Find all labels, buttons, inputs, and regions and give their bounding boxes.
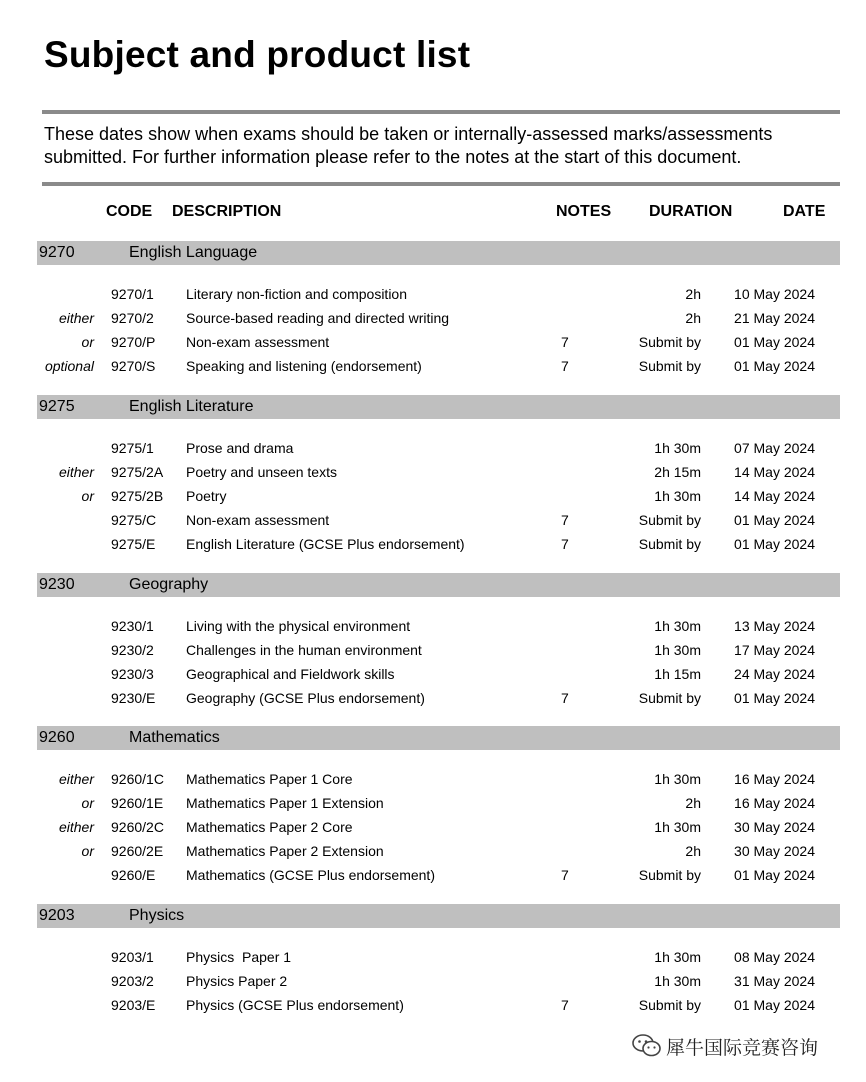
duration: 1h 30m xyxy=(654,488,701,504)
exam-date: 01 May 2024 xyxy=(734,867,815,883)
table-row xyxy=(0,664,866,684)
wechat-icon xyxy=(632,1033,662,1059)
exam-date: 13 May 2024 xyxy=(734,618,815,634)
section-name: English Literature xyxy=(129,398,254,415)
row-qualifier: either xyxy=(58,771,94,787)
table-row xyxy=(0,284,866,304)
section-code: 9203 xyxy=(39,907,75,924)
table-row xyxy=(0,841,866,861)
component-code: 9230/2 xyxy=(111,642,154,658)
component-code: 9203/E xyxy=(111,997,156,1013)
table-row xyxy=(0,971,866,991)
component-code: 9203/2 xyxy=(111,973,154,989)
component-description: Mathematics Paper 1 Extension xyxy=(186,795,384,811)
duration: Submit by xyxy=(638,512,701,528)
top-divider xyxy=(42,110,840,114)
duration: 1h 30m xyxy=(654,949,701,965)
table-row xyxy=(0,688,866,708)
exam-date: 30 May 2024 xyxy=(734,819,815,835)
notes-ref: 7 xyxy=(561,334,569,350)
component-description: Mathematics Paper 2 Core xyxy=(186,819,353,835)
section-header xyxy=(37,241,840,265)
duration: Submit by xyxy=(638,358,701,374)
component-code: 9230/3 xyxy=(111,666,154,682)
component-code: 9275/2A xyxy=(111,464,164,480)
notes-ref: 7 xyxy=(561,997,569,1013)
duration: 1h 30m xyxy=(654,618,701,634)
section-code: 9260 xyxy=(39,729,75,746)
table-row xyxy=(0,332,866,352)
exam-date: 14 May 2024 xyxy=(734,488,815,504)
section-name: Geography xyxy=(129,576,209,593)
section-name: Physics xyxy=(129,907,185,924)
table-row xyxy=(0,534,866,554)
exam-date: 01 May 2024 xyxy=(734,690,815,706)
row-qualifier: either xyxy=(58,819,94,835)
exam-date: 01 May 2024 xyxy=(734,358,815,374)
duration: 1h 30m xyxy=(654,440,701,456)
duration: Submit by xyxy=(638,690,701,706)
component-code: 9275/2B xyxy=(111,488,164,504)
row-qualifier: or xyxy=(81,843,94,859)
component-description: Speaking and listening (endorsement) xyxy=(186,358,422,374)
exam-date: 16 May 2024 xyxy=(734,771,815,787)
component-code: 9275/E xyxy=(111,536,156,552)
exam-date: 30 May 2024 xyxy=(734,843,815,859)
component-code: 9270/P xyxy=(111,334,156,350)
duration: Submit by xyxy=(638,536,701,552)
exam-date: 14 May 2024 xyxy=(734,464,815,480)
header-duration: DURATION xyxy=(649,203,733,220)
table-row xyxy=(0,947,866,967)
exam-date: 07 May 2024 xyxy=(734,440,815,456)
component-code: 9270/S xyxy=(111,358,156,374)
duration: 2h xyxy=(685,843,701,859)
section-code: 9270 xyxy=(39,244,75,261)
exam-date: 01 May 2024 xyxy=(734,512,815,528)
section-header xyxy=(37,395,840,419)
notes-ref: 7 xyxy=(561,536,569,552)
component-description: Poetry xyxy=(186,488,227,504)
component-description: Non-exam assessment xyxy=(186,512,330,528)
table-row xyxy=(0,356,866,376)
component-code: 9270/2 xyxy=(111,310,154,326)
component-description: Physics Paper 2 xyxy=(186,973,288,989)
table-row xyxy=(0,616,866,636)
exam-date: 01 May 2024 xyxy=(734,536,815,552)
component-description: Physics Paper 1 xyxy=(186,949,292,965)
header-description: DESCRIPTION xyxy=(172,203,282,220)
component-code: 9275/1 xyxy=(111,440,154,456)
header-code: CODE xyxy=(106,203,153,220)
component-code: 9260/2E xyxy=(111,843,164,859)
intro-text: These dates show when exams should be taken or internally-assessed marks/assessments submitted. For further information please refer to the notes at the start of this document. xyxy=(44,124,773,167)
duration: Submit by xyxy=(638,334,701,350)
duration: Submit by xyxy=(638,867,701,883)
component-description: Living with the physical environment xyxy=(186,618,411,634)
component-description: Geography (GCSE Plus endorsement) xyxy=(186,690,425,706)
component-code: 9260/1E xyxy=(111,795,164,811)
component-code: 9260/2C xyxy=(111,819,164,835)
duration: 1h 30m xyxy=(654,819,701,835)
table-row xyxy=(0,995,866,1015)
row-qualifier: or xyxy=(81,334,94,350)
component-description: Mathematics (GCSE Plus endorsement) xyxy=(186,867,435,883)
exam-date: 31 May 2024 xyxy=(734,973,815,989)
header-divider xyxy=(42,182,840,186)
section-code: 9230 xyxy=(39,576,75,593)
section-header xyxy=(37,726,840,750)
table-row xyxy=(0,817,866,837)
row-qualifier: either xyxy=(58,310,94,326)
component-code: 9260/1C xyxy=(111,771,164,787)
table-row xyxy=(0,640,866,660)
component-description: Prose and drama xyxy=(186,440,294,456)
exam-date: 17 May 2024 xyxy=(734,642,815,658)
watermark xyxy=(632,1031,818,1061)
component-description: Source-based reading and directed writing xyxy=(186,310,450,326)
duration: 2h xyxy=(685,286,701,302)
duration: 2h 15m xyxy=(654,464,701,480)
duration: 2h xyxy=(685,310,701,326)
component-code: 9260/E xyxy=(111,867,156,883)
section-name: English Language xyxy=(129,244,258,261)
component-code: 9230/E xyxy=(111,690,156,706)
component-description: Mathematics Paper 2 Extension xyxy=(186,843,384,859)
table-row xyxy=(0,510,866,530)
component-description: Literary non-fiction and composition xyxy=(186,286,408,302)
duration: 1h 30m xyxy=(654,973,701,989)
component-description: Non-exam assessment xyxy=(186,334,330,350)
exam-date: 01 May 2024 xyxy=(734,334,815,350)
page-title: Subject and product list xyxy=(44,34,471,75)
exam-date: 01 May 2024 xyxy=(734,997,815,1013)
row-qualifier: optional xyxy=(44,358,94,374)
component-description: Mathematics Paper 1 Core xyxy=(186,771,353,787)
duration: 1h 30m xyxy=(654,771,701,787)
exam-date: 21 May 2024 xyxy=(734,310,815,326)
row-qualifier: either xyxy=(58,464,94,480)
notes-ref: 7 xyxy=(561,867,569,883)
exam-date: 16 May 2024 xyxy=(734,795,815,811)
component-code: 9275/C xyxy=(111,512,157,528)
section-code: 9275 xyxy=(39,398,75,415)
component-code: 9203/1 xyxy=(111,949,154,965)
exam-date: 08 May 2024 xyxy=(734,949,815,965)
notes-ref: 7 xyxy=(561,512,569,528)
table-row xyxy=(0,793,866,813)
watermark-text: 犀牛国际竞赛咨询 xyxy=(666,1036,819,1059)
component-description: Geographical and Fieldwork skills xyxy=(186,666,395,682)
table-row xyxy=(0,769,866,789)
section-header xyxy=(37,904,840,928)
duration: 1h 30m xyxy=(654,642,701,658)
header-date: DATE xyxy=(783,203,826,220)
duration: 2h xyxy=(685,795,701,811)
component-description: Poetry and unseen texts xyxy=(186,464,337,480)
exam-date: 24 May 2024 xyxy=(734,666,815,682)
row-qualifier: or xyxy=(81,488,94,504)
notes-ref: 7 xyxy=(561,358,569,374)
component-description: Challenges in the human environment xyxy=(186,642,422,658)
section-name: Mathematics xyxy=(129,729,220,746)
section-header xyxy=(37,573,840,597)
component-description: English Literature (GCSE Plus endorsement) xyxy=(186,536,465,552)
row-qualifier: or xyxy=(81,795,94,811)
duration: Submit by xyxy=(638,997,701,1013)
table-row xyxy=(0,308,866,328)
table-row xyxy=(0,438,866,458)
table-row xyxy=(0,486,866,506)
duration: 1h 15m xyxy=(654,666,701,682)
component-code: 9270/1 xyxy=(111,286,154,302)
component-code: 9230/1 xyxy=(111,618,154,634)
table-row xyxy=(0,462,866,482)
table-row xyxy=(0,865,866,885)
notes-ref: 7 xyxy=(561,690,569,706)
component-description: Physics (GCSE Plus endorsement) xyxy=(186,997,404,1013)
header-notes: NOTES xyxy=(556,203,612,220)
exam-date: 10 May 2024 xyxy=(734,286,815,302)
